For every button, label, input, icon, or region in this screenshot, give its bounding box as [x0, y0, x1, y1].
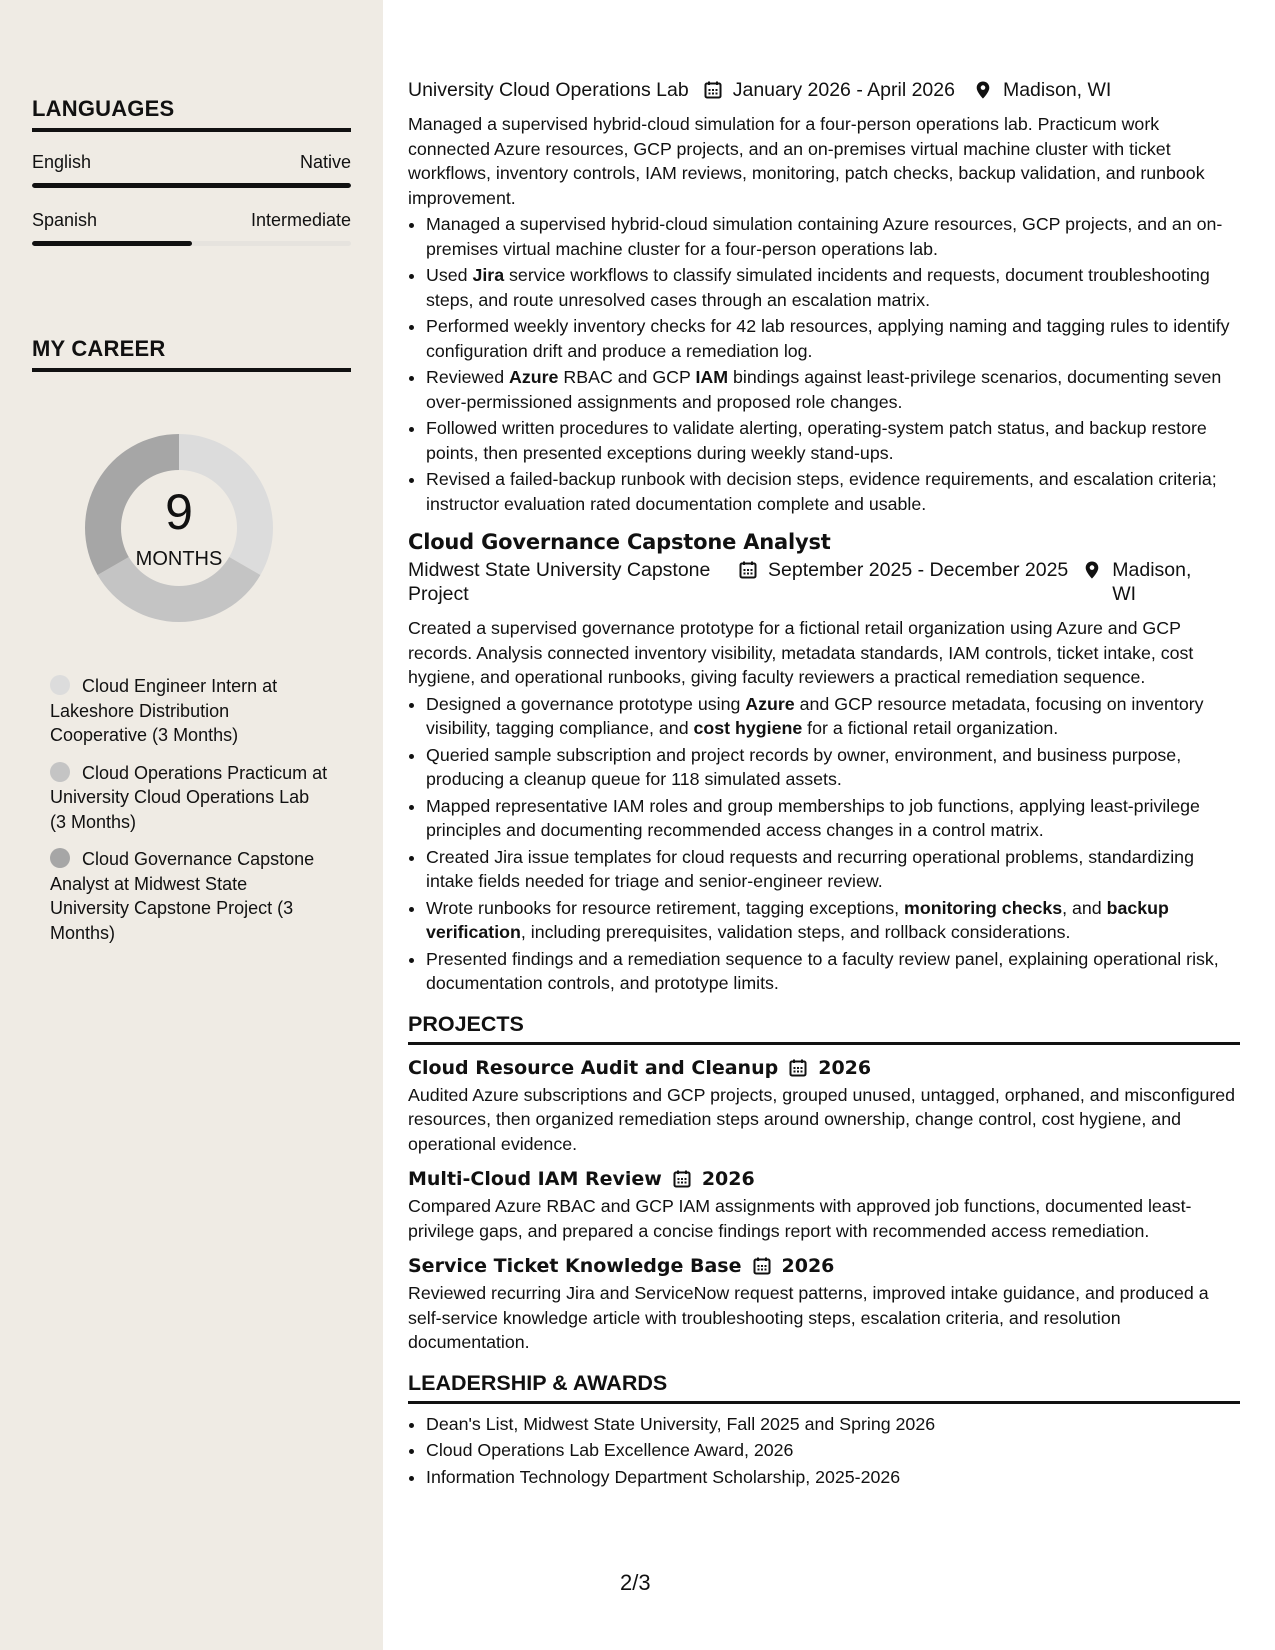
main-content — [408, 78, 1240, 1489]
bullet-keyword: cost hygiene — [693, 718, 803, 738]
language-name: Spanish — [32, 210, 98, 230]
bullet-item — [426, 896, 1240, 945]
bullet-text: and GCP resource metadata, focusing on inventory visibility, tagging compliance, and — [426, 693, 1204, 738]
legend-dot — [50, 762, 70, 782]
bullet-item: • Mapped representative IAM roles and group memberships to job functions, applying least-privilege principles and documenting recommended access changes in a control matrix. — [426, 794, 1240, 843]
job2-location-group — [1082, 558, 1202, 606]
bullet-item — [426, 365, 1240, 414]
job2-summary: Created a supervised governance prototype for a fictional retail organization using Azure and GCP records. Analysis connected inventory visibility, metadata standards, IAM controls, ticket intake, cost hygiene, and operational runbooks, giving faculty reviewers a practical remediation sequence. — [408, 618, 1194, 687]
proficiency-bar — [32, 241, 351, 246]
job2-dates: September 2025 - December 2025 — [768, 559, 1069, 581]
award-item: • Dean's List, Midwest State University, Fall 2025 and Spring 2026 — [426, 1412, 1240, 1437]
career-legend — [50, 674, 330, 958]
bullet-text: Designed a governance prototype using — [426, 693, 746, 714]
legend-dot — [50, 675, 70, 695]
career-legend-item — [50, 674, 330, 748]
bullet-item — [426, 692, 1240, 741]
career-legend-item — [50, 847, 330, 945]
bullet-text: Wrote runbooks for resource retirement, tagging exceptions, — [426, 897, 905, 918]
bullet-text: , including prerequisites, validation steps, and rollback considerations. — [520, 922, 1071, 942]
bullet-item: • Presented findings and a remediation sequence to a faculty review panel, explaining operational risk, documentation controls, and prototype limits. — [426, 947, 1240, 996]
bullet-text: Used — [426, 265, 473, 285]
bullet-text: , and — [1062, 897, 1107, 918]
career-legend-text: Cloud Engineer Intern at Lakeshore Distribution Cooperative (3 Months) — [50, 676, 278, 745]
bullet-keyword: IAM — [695, 367, 729, 387]
project-description: Compared Azure RBAC and GCP IAM assignments with approved job functions, documented least-privilege gaps, and prepared a concise findings report with recommended access remediation. — [408, 1196, 1192, 1241]
job1-summary: Managed a supervised hybrid-cloud simulation for a four-person operations lab. Practicum work connected Azure resources, GCP projects, and an on-premises virtual machine cluster with ticket workflows, inventory controls, IAM reviews, monitoring, patch checks, backup validation, and runbook improvement. — [408, 114, 1205, 208]
project-name: Cloud Resource Audit and Cleanup — [408, 1056, 779, 1079]
languages-heading: LANGUAGES — [32, 96, 351, 132]
job2-org: Midwest State University Capstone Project — [408, 559, 711, 605]
bullet-text: Reviewed — [426, 367, 510, 387]
bullet-keyword: monitoring checks — [904, 897, 1063, 918]
map-pin-icon — [1082, 560, 1102, 580]
job1-meta — [408, 78, 1240, 102]
job1-dates: January 2026 - April 2026 — [732, 79, 955, 101]
leadership-list — [408, 1412, 1240, 1490]
project-description: Audited Azure subscriptions and GCP projects, grouped unused, untagged, orphaned, and misconfigured resources, then organized remediation steps around ownership, change control, cost hygiene, and operational evidence. — [408, 1084, 1236, 1154]
career-legend-text: Cloud Governance Capstone Analyst at Midwest State University Capstone Project (3 Months) — [50, 849, 315, 943]
project-name: Multi-Cloud IAM Review — [408, 1168, 662, 1190]
project-year-group — [788, 1057, 871, 1079]
bullet-keyword: backup verification — [426, 897, 1169, 942]
donut-center — [66, 415, 292, 641]
career-legend-text: Cloud Operations Practicum at University Cloud Operations Lab (3 Months) — [50, 762, 328, 832]
career-heading: MY CAREER — [32, 336, 351, 372]
career-section — [32, 336, 351, 372]
language-name: English — [32, 152, 92, 172]
job1-dates-group — [703, 78, 955, 102]
calendar-icon — [672, 1169, 692, 1189]
bullet-text: for a fictional retail organization. — [802, 718, 1059, 738]
language-row-english — [32, 152, 351, 173]
legend-dot — [50, 848, 70, 868]
bullet-item: • Followed written procedures to validate alerting, operating-system patch status, and backup restore points, then presented exceptions during weekly stand-ups. — [426, 416, 1240, 465]
bullet-item: • Queried sample subscription and project records by owner, environment, and business purpose, producing a cleanup queue for 118 simulated assets. — [426, 743, 1240, 792]
map-pin-icon — [973, 80, 993, 100]
sidebar — [0, 0, 383, 1650]
page-number: 2/3 — [620, 1570, 651, 1595]
bullet-keyword: Azure — [745, 693, 795, 714]
job2-dates-group — [738, 558, 1068, 582]
proficiency-fill — [32, 183, 351, 188]
award-item: • Cloud Operations Lab Excellence Award, 2026 — [426, 1438, 1240, 1463]
calendar-icon — [788, 1058, 808, 1078]
bullet-keyword: Azure — [509, 367, 559, 387]
project-heading — [408, 1168, 1240, 1190]
career-total-unit: MONTHS — [135, 548, 223, 570]
job1-location: Madison, WI — [1002, 79, 1112, 101]
project-heading — [408, 1057, 1240, 1079]
projects-heading: PROJECTS — [408, 1012, 1240, 1045]
calendar-icon — [752, 1256, 772, 1276]
project-year: 2026 — [781, 1255, 835, 1277]
calendar-icon — [703, 80, 723, 100]
project-year-group — [752, 1255, 835, 1277]
bullet-text: service workflows to classify simulated incidents and requests, document troubleshooting steps, and route unresolved cases through an escalation matrix. — [426, 265, 1210, 310]
project-description: Reviewed recurring Jira and ServiceNow request patterns, improved intake guidance, and produced a self-service knowledge article with troubleshooting steps, escalation criteria, and resolution documentation. — [408, 1283, 1209, 1352]
calendar-icon — [738, 560, 758, 580]
project-year: 2026 — [818, 1056, 872, 1079]
languages-section — [32, 96, 351, 246]
language-level: Native — [299, 152, 351, 172]
leadership-heading: LEADERSHIP & AWARDS — [408, 1371, 1240, 1404]
language-level: Intermediate — [250, 210, 351, 230]
proficiency-fill — [32, 241, 192, 246]
job2-meta — [408, 558, 1240, 606]
bullet-item: • Revised a failed-backup runbook with decision steps, evidence requirements, and escalation criteria; instructor evaluation rated documentation complete and usable. — [426, 467, 1240, 516]
career-legend-item — [50, 761, 330, 835]
job1-org: University Cloud Operations Lab — [408, 79, 689, 101]
bullet-text: bindings against least-privilege scenarios, documenting seven over-permissioned assignments and proposed role changes. — [426, 367, 1222, 412]
project-name: Service Ticket Knowledge Base — [408, 1255, 742, 1277]
award-item: • Information Technology Department Scholarship, 2025-2026 — [426, 1465, 1240, 1490]
job2-bullets — [408, 692, 1240, 996]
career-total-number: 9 — [165, 484, 193, 540]
bullet-keyword: Jira — [472, 265, 505, 285]
proficiency-bar — [32, 183, 351, 188]
bullet-item: • Created Jira issue templates for cloud requests and recurring operational problems, standardizing intake fields needed for triage and senior-engineer review. — [426, 845, 1240, 894]
language-row-spanish — [32, 210, 351, 231]
project-heading — [408, 1255, 1240, 1277]
bullet-item: • Managed a supervised hybrid-cloud simulation containing Azure resources, GCP projects, and an on-premises virtual machine cluster for a four-person operations lab. — [426, 212, 1240, 261]
bullet-item — [426, 263, 1240, 312]
job1-bullets — [408, 212, 1240, 516]
job2-location: Madison, WI — [1112, 559, 1192, 605]
job1-location-group — [973, 78, 1111, 102]
bullet-text: RBAC and GCP — [558, 367, 696, 387]
project-year-group — [672, 1168, 755, 1190]
project-year: 2026 — [701, 1168, 755, 1190]
job2-title: Cloud Governance Capstone Analyst — [408, 530, 831, 554]
career-donut-chart — [66, 415, 292, 641]
bullet-item: • Performed weekly inventory checks for 42 lab resources, applying naming and tagging rules to identify configuration drift and produce a remediation log. — [426, 314, 1240, 363]
